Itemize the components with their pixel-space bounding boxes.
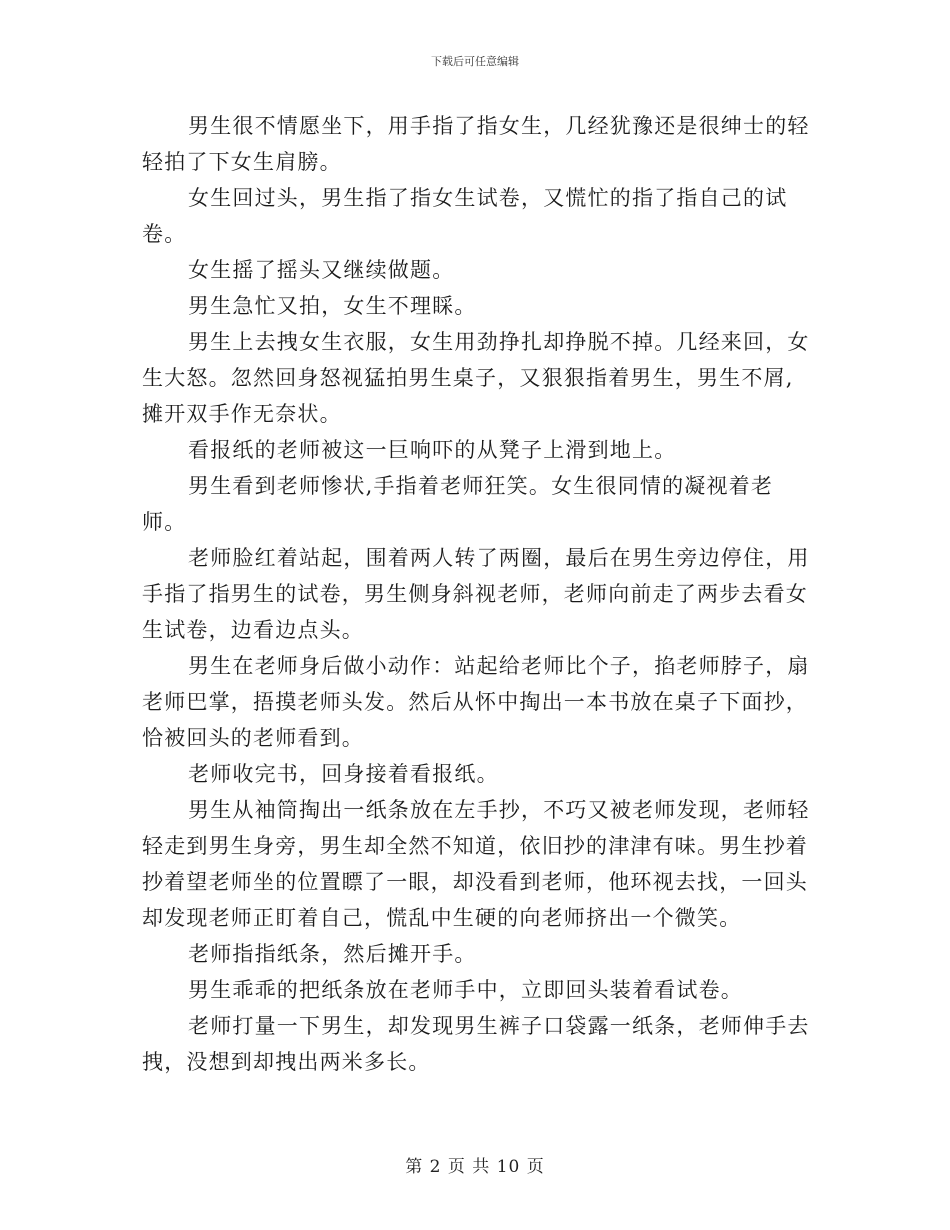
document-body xyxy=(142,108,810,1080)
paragraph: 男生看到老师惨状,手指着老师狂笑。女生很同情的凝视着老师。 xyxy=(142,474,774,534)
paragraph: 老师脸红着站起，围着两人转了两圈，最后在男生旁边停住，用手指了指男生的试卷，男生侧身斜视老师，老师向前走了两步去看女生试卷，边看边点头。 xyxy=(142,546,810,642)
paragraph: 老师打量一下男生，却发现男生裤子口袋露一纸条，老师伸手去拽，没想到却拽出两米多长。 xyxy=(142,1014,810,1074)
paragraph: 老师收完书，回身接着看报纸。 xyxy=(188,762,499,786)
paragraph: 男生急忙又拍，女生不理睬。 xyxy=(188,294,477,318)
paragraph: 看报纸的老师被这一巨响吓的从凳子上滑到地上。 xyxy=(188,438,677,462)
paragraph: 男生乖乖的把纸条放在老师手中，立即回头装着看试卷。 xyxy=(188,978,743,1002)
page-number: 第 2 页 共 10 页 xyxy=(405,1157,545,1177)
paragraph: 老师指指纸条，然后摊开手。 xyxy=(188,942,477,966)
paragraph: 男生上去拽女生衣服，女生用劲挣扎却挣脱不掉。几经来回，女生大怒。忽然回身怒视猛拍男生桌子，又狠狠指着男生，男生不屑,摊开双手作无奈状。 xyxy=(142,330,810,426)
paragraph: 男生从袖筒掏出一纸条放在左手抄，不巧又被老师发现，老师轻轻走到男生身旁，男生却全然不知道，依旧抄的津津有味。男生抄着抄着望老师坐的位置瞟了一眼，却没看到老师，他环视去找，一回头却发现老师正盯着自己，慌乱中生硬的向老师挤出一个微笑。 xyxy=(142,798,810,930)
paragraph: 女生回过头，男生指了指女生试卷，又慌忙的指了指自己的试卷。 xyxy=(142,186,788,246)
paragraph: 女生摇了摇头又继续做题。 xyxy=(188,258,455,282)
paragraph: 男生在老师身后做小动作：站起给老师比个子，掐老师脖子，扇老师巴掌，捂摸老师头发。然后从怀中掏出一本书放在桌子下面抄，恰被回头的老师看到。 xyxy=(142,654,810,750)
page-header: 下载后可任意编辑 xyxy=(431,55,519,68)
paragraph: 男生很不情愿坐下，用手指了指女生，几经犹豫还是很绅士的轻轻拍了下女生肩膀。 xyxy=(142,114,810,174)
